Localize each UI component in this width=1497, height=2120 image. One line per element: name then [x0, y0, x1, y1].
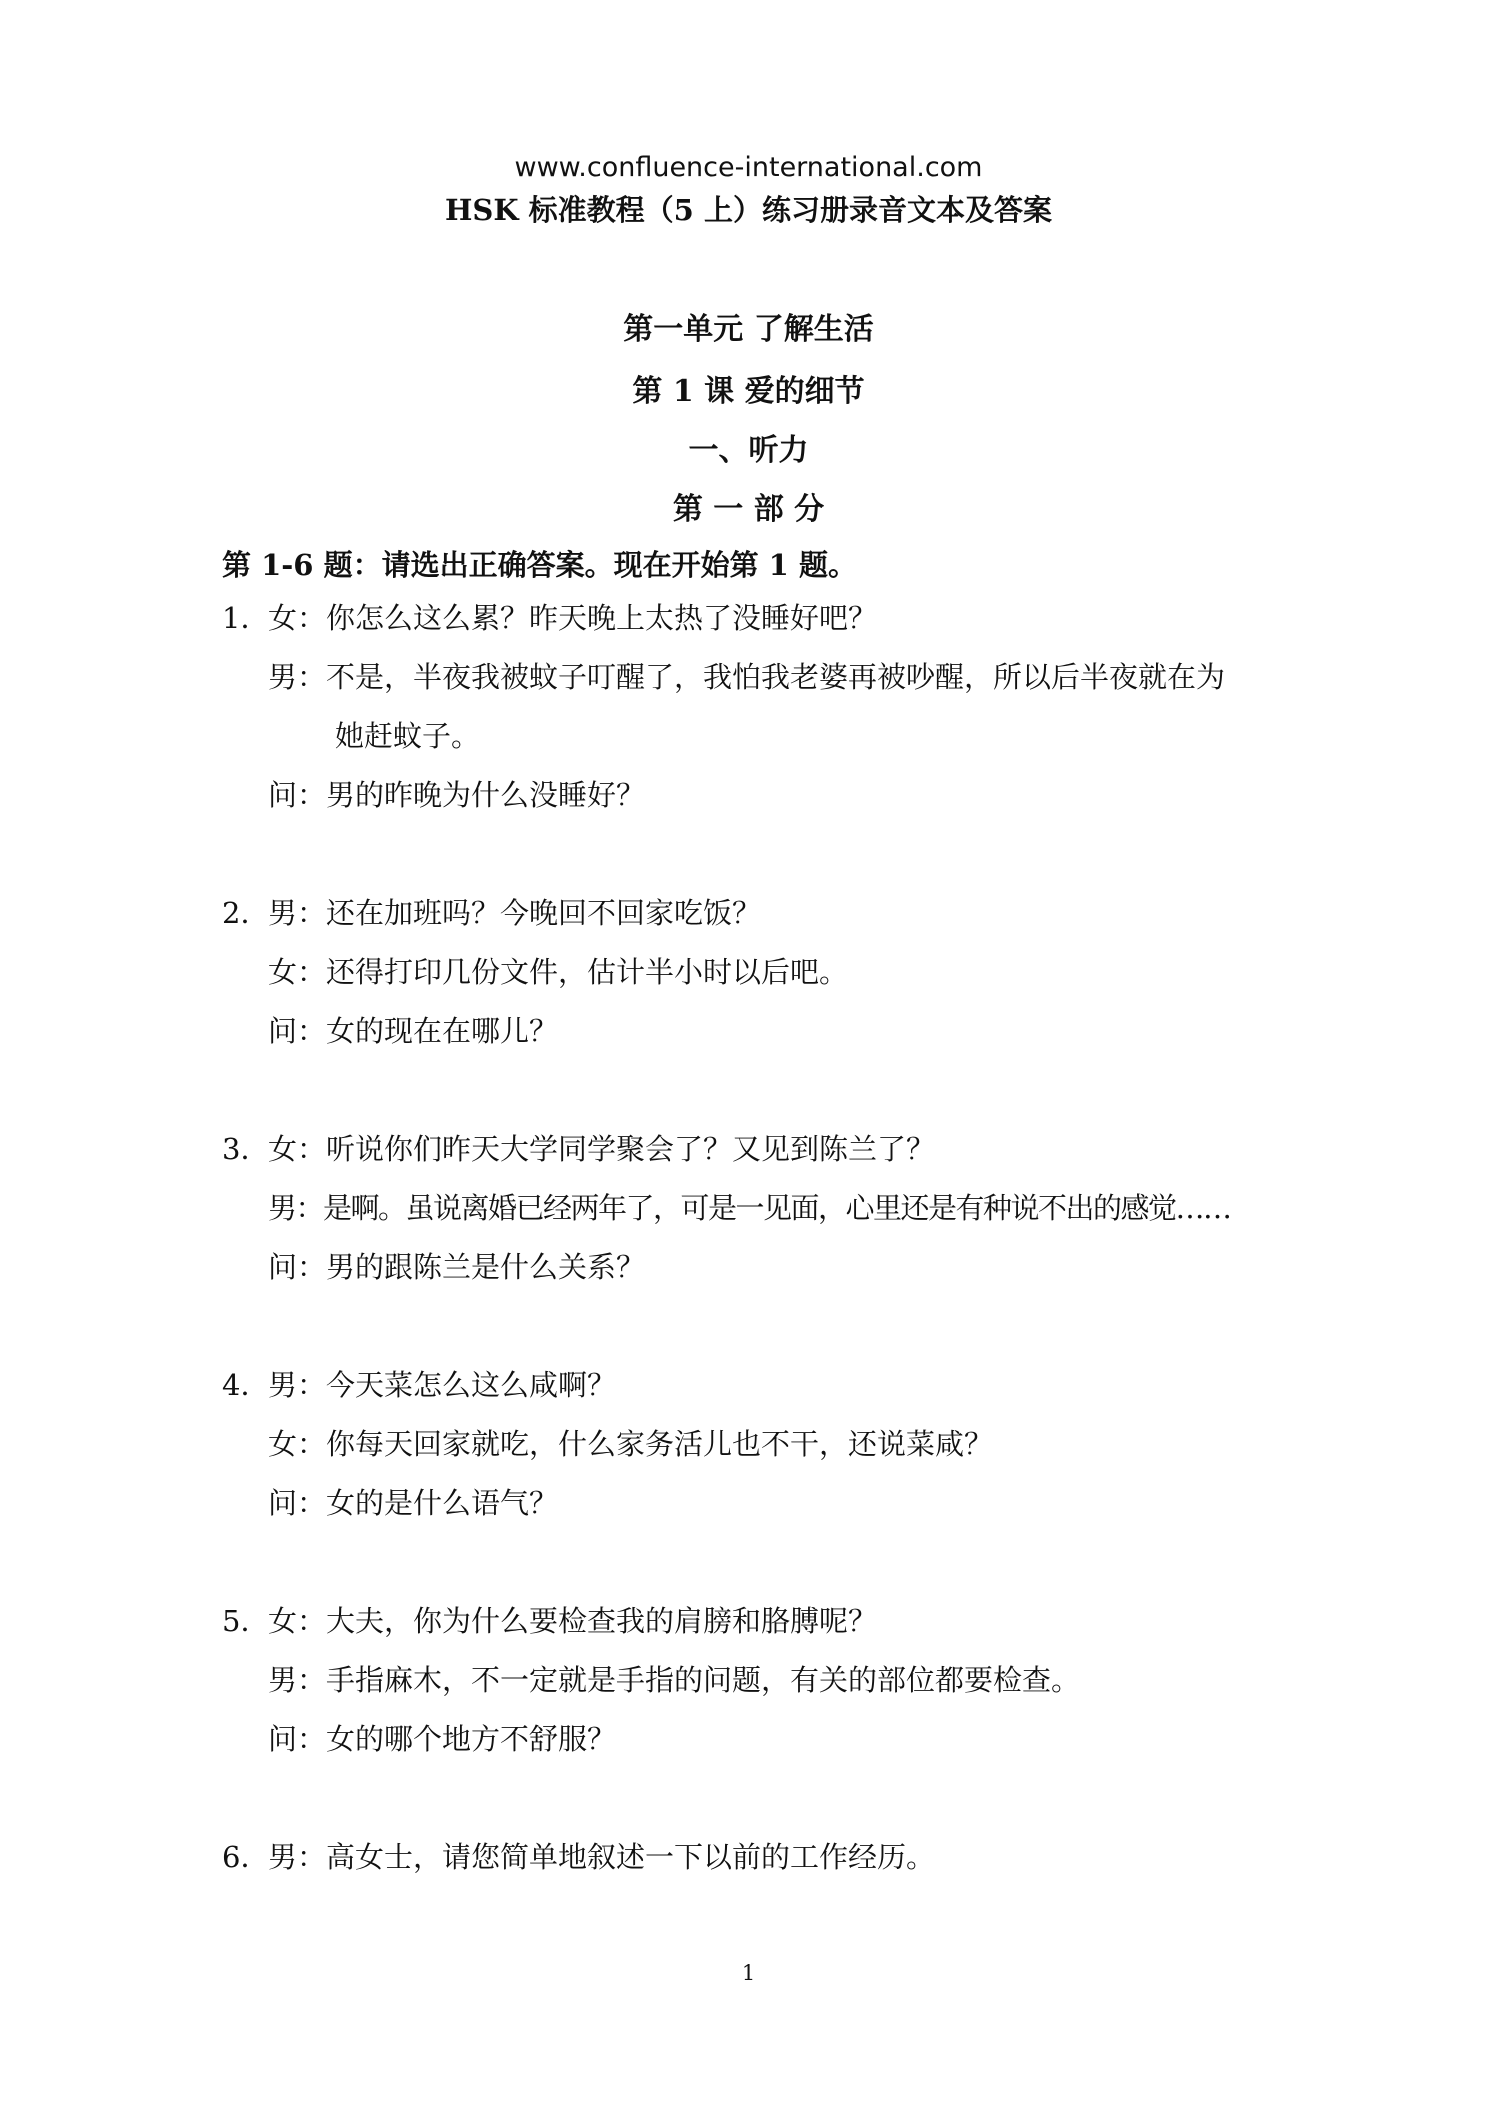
website-header: www.confluence-international.com	[514, 152, 983, 183]
question-number: 3．	[222, 1132, 270, 1166]
question-line: 问：女的哪个地方不舒服？	[268, 1722, 617, 1756]
dialogue-line: 女：大夫，你为什么要检查我的肩膀和胳膊呢？	[268, 1604, 878, 1638]
dialogue-line: 女：你每天回家就吃，什么家务活儿也不干，还说菜咸？	[268, 1427, 994, 1461]
unit-heading: 第一单元 了解生活	[623, 312, 874, 347]
dialogue-line: 男：还在加班吗？今晚回不回家吃饭？	[268, 896, 762, 930]
dialogue-line: 女：你怎么这么累？昨天晚上太热了没睡好吧？	[268, 601, 878, 635]
dialogue-line: 男：是啊。虽说离婚已经两年了，可是一见面，心里还是有种说不出的感觉……	[268, 1191, 1231, 1225]
page-number: 1	[741, 1961, 756, 1985]
dialogue-line: 男：手指麻木，不一定就是手指的问题，有关的部位都要检查。	[268, 1663, 1081, 1697]
dialogue-line: 女：听说你们昨天大学同学聚会了？又见到陈兰了？	[268, 1132, 936, 1166]
part-heading: 一、听力	[688, 433, 809, 468]
question-number: 6．	[222, 1840, 270, 1874]
question-line: 问：男的昨晚为什么没睡好？	[268, 778, 646, 812]
document-title: HSK 标准教程（5 上）练习册录音文本及答案	[445, 193, 1052, 227]
instruction-text: 第 1-6 题：请选出正确答案。现在开始第 1 题。	[222, 548, 857, 582]
dialogue-line: 男：高女士，请您简单地叙述一下以前的工作经历。	[268, 1840, 936, 1874]
lesson-heading: 第 1 课 爱的细节	[632, 374, 865, 409]
dialogue-line: 男：今天菜怎么这么咸啊？	[268, 1368, 617, 1402]
question-line: 问：女的是什么语气？	[268, 1486, 559, 1520]
question-number: 5．	[222, 1604, 270, 1638]
question-line: 问：女的现在在哪儿？	[268, 1014, 559, 1048]
question-line: 问：男的跟陈兰是什么关系？	[268, 1250, 646, 1284]
question-number: 2．	[222, 896, 270, 930]
dialogue-line: 男：不是，半夜我被蚊子叮醒了，我怕我老婆再被吵醒，所以后半夜就在为	[268, 660, 1226, 694]
question-number: 4．	[222, 1368, 270, 1402]
question-number: 1．	[222, 601, 270, 635]
dialogue-line-continued: 她赶蚊子。	[335, 719, 481, 753]
subpart-heading: 第 一 部 分	[672, 492, 825, 527]
dialogue-line: 女：还得打印几份文件，估计半小时以后吧。	[268, 955, 849, 989]
